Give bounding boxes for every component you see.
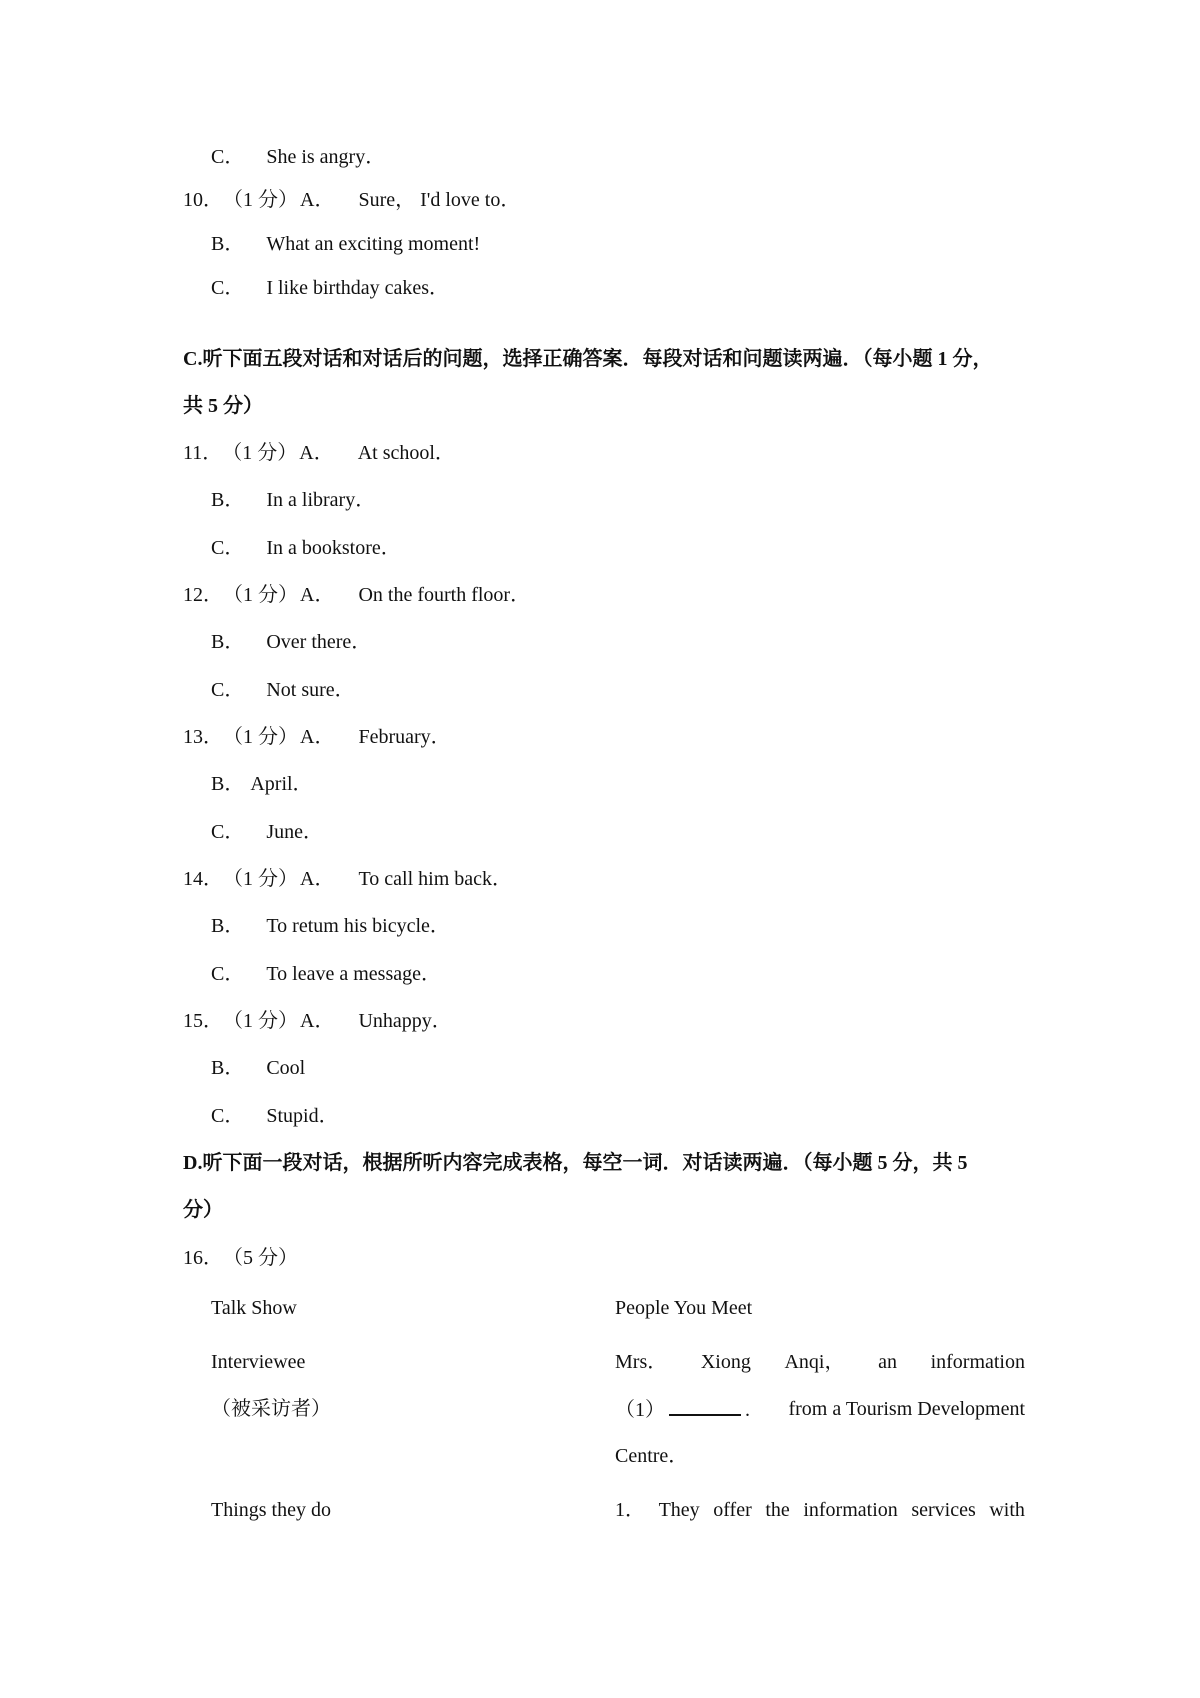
option-text: Stupid．	[266, 1105, 339, 1127]
option-text: I like birthday cakes．	[266, 277, 450, 299]
section-heading-text: C.听下面五段对话和对话后的问题，选择正确答案．每段对话和问题读两遍．（每小题 1 分，	[183, 348, 993, 370]
table-cell-things	[615, 1497, 1025, 1523]
blank-group	[615, 1396, 750, 1423]
option-letter: B．	[211, 489, 245, 511]
question-12	[183, 582, 530, 608]
table-header-left: Talk Show	[211, 1297, 297, 1319]
answer-blank[interactable]	[669, 1396, 741, 1416]
option-text: What an exciting moment!	[266, 233, 481, 255]
question-number: 13．	[183, 726, 223, 748]
option-text: To call him back．	[358, 868, 513, 890]
option-c	[211, 961, 441, 987]
option-text: To retum his bicycle．	[266, 915, 450, 937]
option-text: Sure， I'd love to．	[358, 189, 521, 211]
question-14	[183, 866, 512, 892]
option-b	[211, 1055, 305, 1081]
option-c	[211, 819, 323, 845]
word: the	[765, 1499, 790, 1521]
table-row-label: Interviewee	[211, 1351, 306, 1373]
section-c-heading-cont	[183, 393, 263, 419]
option-text: At school．	[357, 442, 455, 464]
question-number: 16．	[183, 1247, 223, 1269]
option-b	[211, 487, 375, 513]
question-11	[183, 440, 455, 466]
option-text: Not sure．	[266, 679, 355, 701]
option-b	[211, 629, 371, 655]
option-text: Over there．	[266, 631, 372, 653]
word: an	[878, 1351, 897, 1373]
option-text: On the fourth floor．	[358, 584, 531, 606]
question-16	[183, 1245, 298, 1271]
section-d-heading	[183, 1150, 967, 1176]
question-number: 14．	[183, 868, 223, 890]
word: information	[930, 1351, 1025, 1373]
option-b	[211, 231, 480, 257]
option-text: February．	[358, 726, 451, 748]
punct: .	[745, 1399, 750, 1421]
option-letter: C．	[211, 679, 245, 701]
option-letter: C．	[211, 821, 245, 843]
option-letter: A．	[299, 442, 334, 464]
option-c	[211, 1103, 339, 1129]
section-c-heading	[183, 346, 992, 372]
justified-line	[615, 1497, 1025, 1523]
section-heading-text: 分）	[183, 1199, 223, 1221]
option-letter: C．	[211, 277, 245, 299]
question-10	[183, 187, 520, 213]
table-header-right: People You Meet	[615, 1297, 753, 1319]
table-cell-interviewee-line3: Centre．	[615, 1445, 689, 1467]
question-15	[183, 1008, 452, 1034]
option-letter: A．	[300, 189, 335, 211]
option-c	[211, 535, 401, 561]
question-score: （1 分）	[223, 726, 298, 748]
question-score: （1 分）	[223, 1010, 298, 1032]
word: with	[989, 1499, 1025, 1521]
word: Xiong	[700, 1351, 751, 1373]
question-score: （1 分）	[223, 868, 298, 890]
question-number: 10．	[183, 189, 223, 211]
option-text: June．	[266, 821, 324, 843]
option-c	[211, 275, 449, 301]
option-text: Unhappy．	[358, 1010, 452, 1032]
word: Anqi，	[784, 1351, 845, 1373]
cell-text: from a Tourism Development	[788, 1398, 1025, 1420]
option-letter: A．	[300, 726, 335, 748]
option-b	[211, 913, 450, 939]
option-c	[211, 144, 385, 170]
option-letter: B．	[211, 631, 245, 653]
option-text: In a library．	[266, 489, 376, 511]
table-row-label: Things they do	[211, 1499, 331, 1521]
question-number: 11．	[183, 442, 223, 464]
word: services	[911, 1499, 976, 1521]
option-letter: B．	[211, 915, 245, 937]
section-heading-text: D.听下面一段对话，根据所听内容完成表格，每空一词．对话读两遍．（每小题 5 分，共 5	[183, 1152, 968, 1174]
option-letter: A．	[300, 584, 335, 606]
word: Mrs．	[615, 1351, 668, 1373]
option-letter: B．	[211, 1057, 245, 1079]
section-heading-text: 共 5 分）	[183, 395, 263, 417]
option-c	[211, 677, 355, 703]
option-letter: A．	[300, 868, 335, 890]
option-letter: C．	[211, 537, 245, 559]
word: They	[658, 1499, 700, 1521]
option-letter: C．	[211, 1105, 245, 1127]
question-score: （1 分）	[223, 584, 298, 606]
option-text: She is angry．	[266, 146, 386, 168]
blank-label: （1）	[615, 1399, 665, 1421]
table-row-label-note: （被采访者）	[211, 1398, 331, 1420]
justified-line	[615, 1396, 1025, 1423]
question-13	[183, 724, 451, 750]
option-letter: A．	[300, 1010, 335, 1032]
question-score: （1 分）	[223, 189, 298, 211]
question-number: 15．	[183, 1010, 223, 1032]
option-b	[211, 771, 313, 797]
option-text: Cool	[266, 1057, 306, 1079]
option-letter: C．	[211, 963, 245, 985]
table-cell-interviewee-line2	[615, 1396, 1025, 1423]
question-number: 12．	[183, 584, 223, 606]
justified-line	[615, 1349, 1025, 1375]
word: 1．	[615, 1499, 645, 1521]
option-letter: B．	[211, 233, 245, 255]
option-text: In a bookstore．	[266, 537, 401, 559]
word: offer	[713, 1499, 752, 1521]
option-text: April．	[250, 773, 313, 795]
option-letter: C．	[211, 146, 245, 168]
option-text: To leave a message．	[266, 963, 441, 985]
question-score: （5 分）	[223, 1247, 298, 1269]
option-letter: B．	[211, 773, 245, 795]
word: information	[803, 1499, 898, 1521]
table-cell-interviewee	[615, 1349, 1025, 1375]
section-d-heading-cont	[183, 1197, 223, 1223]
question-score: （1 分）	[222, 442, 298, 464]
